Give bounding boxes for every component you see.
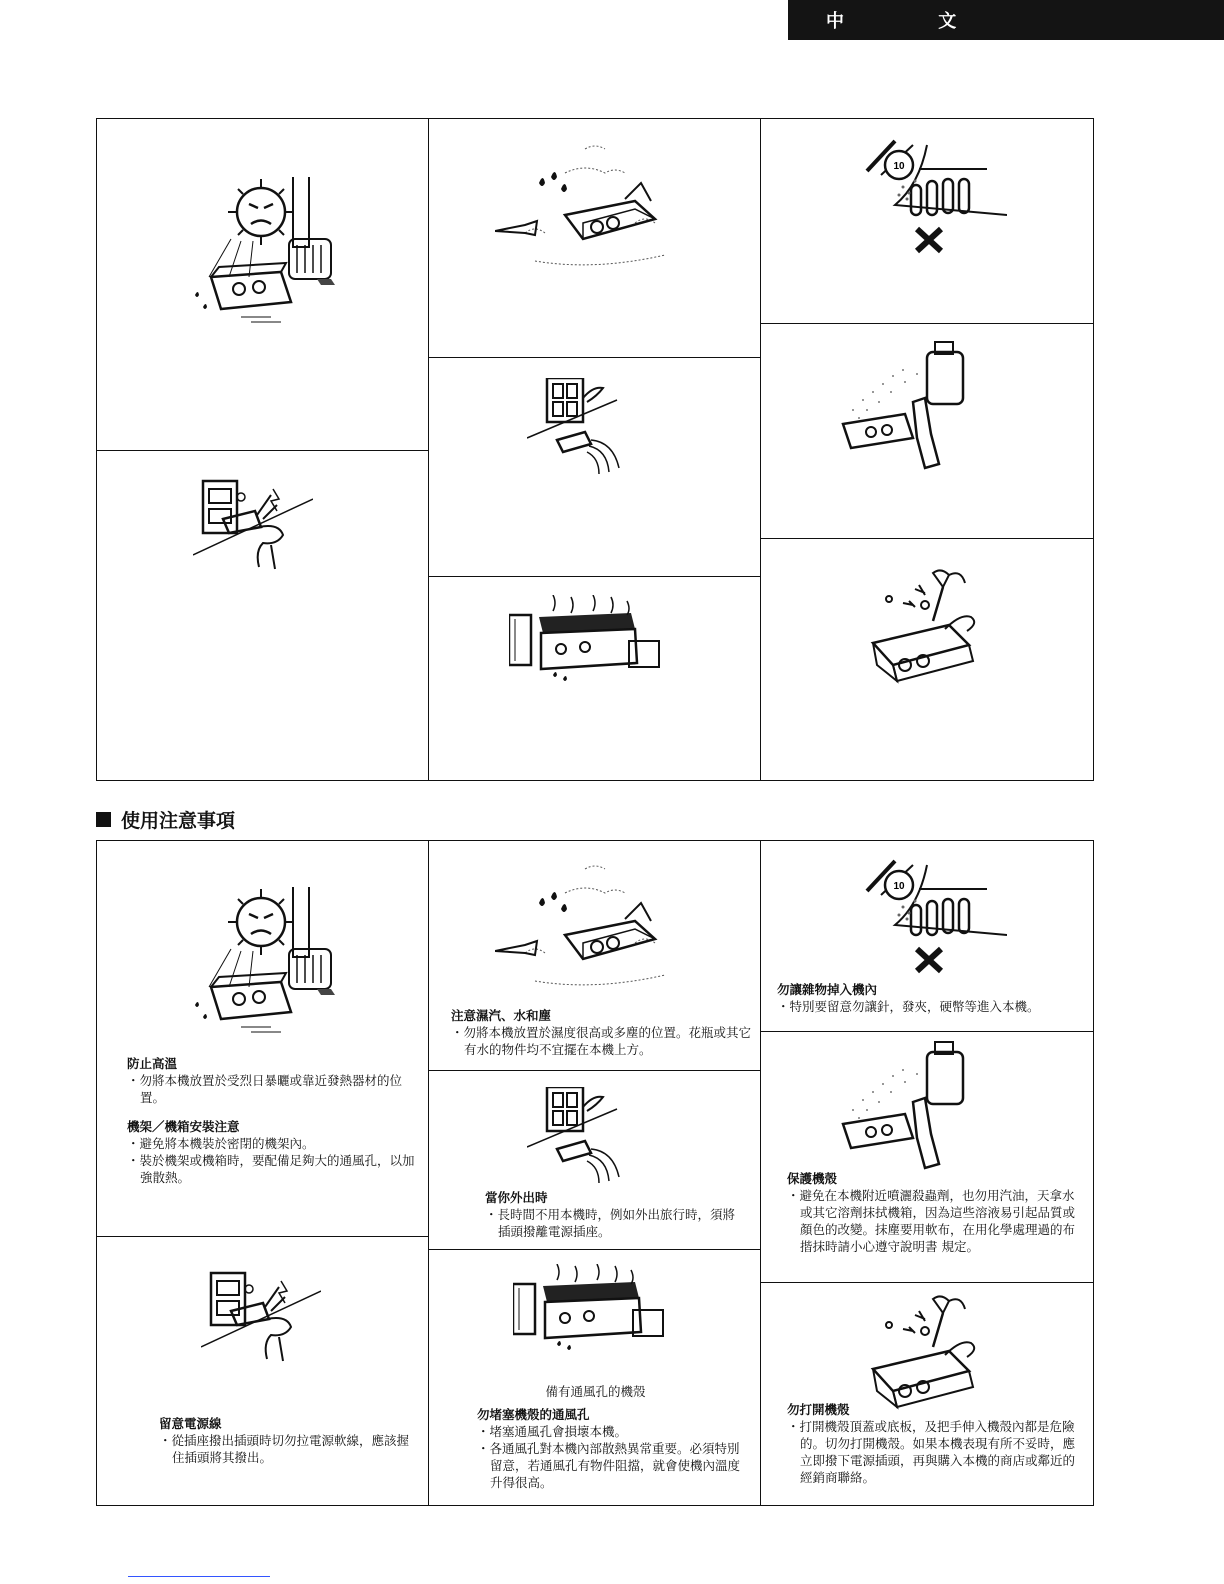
panel-top-foreign-objects: [760, 118, 1094, 324]
note-foreign-title: 勿讓雜物掉入機內: [777, 982, 878, 997]
panel-top-away: [428, 357, 761, 577]
note-heat-item: ・ 勿將本機放置於受烈日暴曬或靠近發熱器材的位置。: [127, 1072, 417, 1106]
outlet-plug-illustration: [193, 475, 313, 575]
vents-illustration: [513, 1264, 668, 1364]
unplug-illustration: [527, 1087, 627, 1187]
panel-top-power-cord: [96, 450, 429, 781]
note-away-title: 當你外出時: [485, 1190, 548, 1205]
note-moisture-title: 注意濕汽、水和塵: [451, 1008, 552, 1023]
open-cabinet-illustration: [859, 1291, 984, 1411]
panel-vents: [428, 1249, 761, 1506]
language-tab-label: 中 文: [826, 11, 1001, 32]
note-rack-item: ・ 裝於機架或機箱時，要配備足夠大的通風孔，以加強散熱。: [127, 1152, 417, 1186]
note-foreign-item: ・ 特別要留意勿讓針，發夾，硬幣等進入本機。: [777, 998, 1091, 1015]
language-tab: [788, 0, 1224, 40]
panel-foreign-objects: [760, 840, 1094, 1032]
note-vents: [477, 1406, 747, 1491]
vents-caption: 備有通風孔的機殼: [545, 1384, 646, 1399]
note-vents-item: ・ 各通風孔對本機內部散熱異常重要。必須特別留意，若通風孔有物件阻擋，就會使機內溫度升得很高。: [477, 1440, 747, 1491]
note-away-item: ・ 長時間不用本機時，例如外出旅行時，須將插頭撥離電源插座。: [485, 1206, 747, 1240]
panel-moisture: [428, 840, 761, 1071]
note-open-title: 勿打開機殼: [787, 1402, 850, 1417]
coin-label: 10: [893, 881, 905, 892]
note-open: [787, 1401, 1079, 1486]
unplug-illustration: [527, 378, 627, 478]
note-cabinet-item: ・ 避免在本機附近噴灑殺蟲劑，也勿用汽油，天拿水或其它溶劑抹拭機箱，因為這些溶液易引起品質或顏色的改變。抹塵要用軟布，在用化學處理過的布揩抹時請小心遵守說明書 規定。: [787, 1187, 1077, 1255]
note-rack-item: ・ 避免將本機裝於密閉的機架內。: [127, 1135, 417, 1152]
note-heat-title: 防止高溫: [127, 1056, 178, 1071]
vents-illustration: [509, 595, 664, 695]
note-heat: [127, 1055, 417, 1186]
panel-top-heat: [96, 118, 429, 451]
panel-top-vents: [428, 576, 761, 781]
panel-cabinet: [760, 1031, 1094, 1283]
panel-power-cord: [96, 1236, 429, 1506]
note-vents-title: 勿堵塞機殼的通風孔: [477, 1407, 590, 1422]
section-title: 使用注意事項: [121, 810, 236, 832]
foreign-objects-illustration: [857, 135, 1007, 255]
panel-open: [760, 1282, 1094, 1506]
moisture-dust-illustration: [495, 863, 665, 993]
note-open-item: ・ 打開機殼頂蓋或底板，及把手伸入機殼內都是危險的。切勿打開機殼。如果本機表現有所不妥時，應立即撥下電源插頭，再與購入本機的商店或鄰近的經銷商聯絡。: [787, 1418, 1079, 1486]
note-power-cord: [159, 1415, 417, 1466]
note-moisture: [451, 1007, 757, 1058]
panel-away: [428, 1070, 761, 1250]
open-cabinet-illustration: [859, 565, 984, 685]
sun-heater-illustration: [181, 177, 341, 327]
footer-rule: [128, 1576, 270, 1577]
note-vents-item: ・ 堵塞通風孔會損壞本機。: [477, 1423, 747, 1440]
note-foreign: [777, 981, 1091, 1015]
square-bullet-icon: [96, 812, 111, 827]
foreign-objects-illustration: [857, 855, 1007, 975]
note-moisture-item: ・ 勿將本機放置於濕度很高或多塵的位置。花瓶或其它有水的物件均不宜擺在本機上方。: [451, 1024, 757, 1058]
section-heading: [96, 806, 235, 833]
coin-label: 10: [893, 161, 905, 172]
panel-heat-rack: [96, 840, 429, 1237]
note-away: [485, 1189, 747, 1240]
spray-illustration: [833, 1040, 973, 1170]
panel-top-open: [760, 538, 1094, 781]
panel-top-cabinet: [760, 323, 1094, 539]
note-power-cord-item: ・ 從插座撥出插頭時切勿拉電源軟線，應該握住插頭將其撥出。: [159, 1432, 417, 1466]
note-power-cord-title: 留意電源線: [159, 1416, 222, 1431]
note-cabinet-title: 保護機殼: [787, 1171, 838, 1186]
spray-illustration: [833, 340, 973, 470]
note-rack-title: 機架／機箱安裝注意: [127, 1119, 240, 1134]
outlet-plug-illustration: [201, 1267, 321, 1367]
note-cabinet: [787, 1170, 1077, 1255]
moisture-dust-illustration: [495, 143, 665, 273]
panel-top-moisture: [428, 118, 761, 358]
sun-heater-illustration: [181, 887, 341, 1037]
